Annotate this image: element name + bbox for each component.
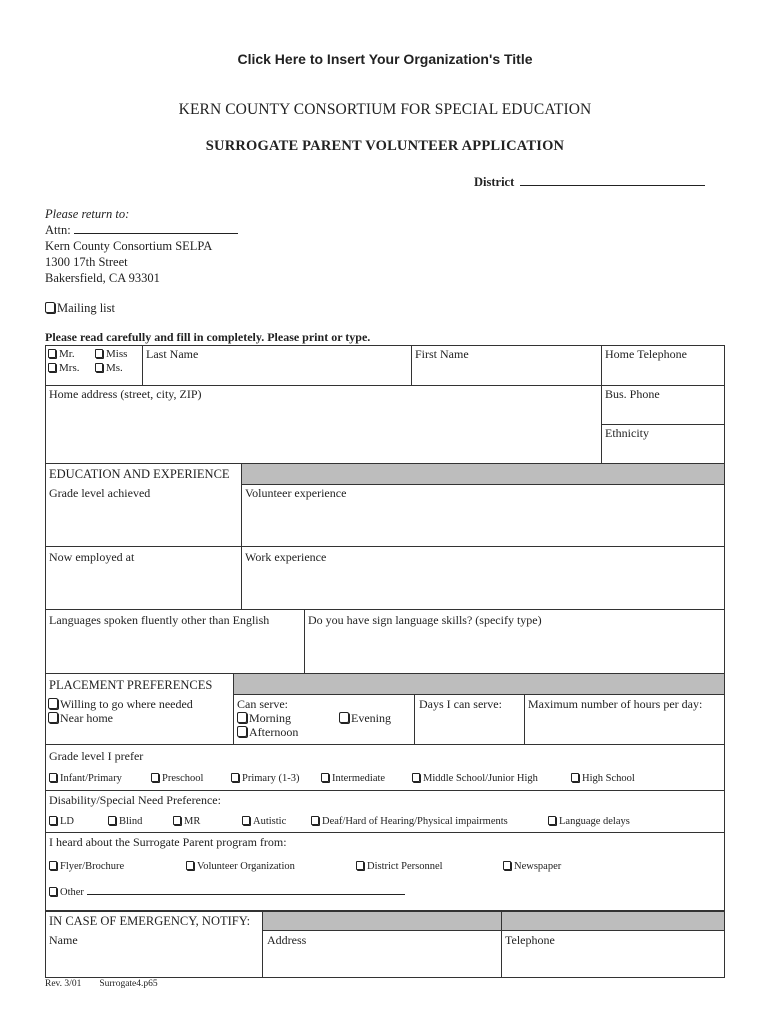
- max-hours-field[interactable]: Maximum number of hours per day:: [528, 697, 703, 711]
- organization-title[interactable]: Click Here to Insert Your Organization's Title: [237, 51, 533, 67]
- disability-option-autistic[interactable]: Autistic: [242, 816, 286, 827]
- form-title: SURROGATE PARENT VOLUNTEER APPLICATION: [205, 138, 565, 154]
- languages-field[interactable]: Languages spoken fluently other than English: [49, 613, 270, 627]
- heard-option-other[interactable]: Other: [49, 886, 405, 898]
- home-address-field[interactable]: Home address (street, city, ZIP): [49, 387, 202, 401]
- disability-option-ld[interactable]: LD: [49, 816, 74, 827]
- return-line-1: Kern County Consortium SELPA: [45, 239, 213, 253]
- willing-option[interactable]: Willing to go where needed: [48, 697, 193, 712]
- grade-level-field[interactable]: Grade level achieved: [49, 486, 151, 500]
- grade-option-high[interactable]: High School: [571, 773, 635, 784]
- mailing-list-option[interactable]: [45, 300, 115, 316]
- heard-label: I heard about the Surrogate Parent program from:: [49, 835, 287, 849]
- days-field[interactable]: Days I can serve:: [419, 697, 502, 711]
- work-experience-field[interactable]: Work experience: [245, 550, 327, 564]
- grade-option-preschool[interactable]: Preschool: [151, 773, 203, 784]
- attn-field[interactable]: [45, 222, 238, 238]
- return-line-3: Bakersfield, CA 93301: [45, 271, 160, 285]
- grade-option-primary[interactable]: Primary (1-3): [231, 773, 299, 784]
- now-employed-field[interactable]: Now employed at: [49, 550, 135, 564]
- title-miss[interactable]: Miss: [95, 348, 127, 360]
- attn-label: Attn:: [45, 223, 71, 237]
- volunteer-experience-field[interactable]: Volunteer experience: [245, 486, 347, 500]
- instructions: Please read carefully and fill in completely. Please print or type.: [45, 330, 371, 344]
- ethnicity-field[interactable]: Ethnicity: [605, 426, 649, 440]
- placement-heading: PLACEMENT PREFERENCES: [49, 678, 213, 692]
- district-field[interactable]: [474, 175, 705, 190]
- consortium-heading: KERN COUNTY CONSORTIUM FOR SPECIAL EDUCATION: [178, 101, 592, 118]
- sign-language-field[interactable]: Do you have sign language skills? (specify type): [308, 613, 542, 627]
- emergency-address-field[interactable]: Address: [267, 933, 307, 947]
- district-line[interactable]: [520, 176, 705, 186]
- disability-option-mr[interactable]: MR: [173, 816, 200, 827]
- district-label: District: [474, 175, 515, 189]
- attn-line[interactable]: [74, 223, 238, 234]
- mailing-list-label: Mailing list: [57, 301, 115, 315]
- afternoon-option[interactable]: Afternoon: [237, 725, 298, 740]
- other-line[interactable]: [87, 886, 405, 895]
- grade-option-infant[interactable]: Infant/Primary: [49, 773, 122, 784]
- grade-pref-label: Grade level I prefer: [49, 749, 144, 763]
- footer-file: Surrogate4.p65: [99, 979, 158, 989]
- disability-label: Disability/Special Need Preference:: [49, 793, 221, 807]
- mailing-list-checkbox[interactable]: [45, 302, 55, 313]
- title-mrs[interactable]: Mrs.: [48, 362, 79, 374]
- emergency-telephone-field[interactable]: Telephone: [505, 933, 555, 947]
- heard-option-flyer[interactable]: Flyer/Brochure: [49, 861, 124, 872]
- heard-option-newspaper[interactable]: Newspaper: [503, 861, 561, 872]
- grade-option-intermediate[interactable]: Intermediate: [321, 773, 385, 784]
- return-label: Please return to:: [45, 207, 130, 221]
- morning-option[interactable]: Morning: [237, 711, 291, 726]
- heard-option-district[interactable]: District Personnel: [356, 861, 443, 872]
- education-heading: EDUCATION AND EXPERIENCE: [49, 467, 230, 481]
- disability-option-language[interactable]: Language delays: [548, 816, 630, 827]
- title-ms[interactable]: Ms.: [95, 362, 123, 374]
- return-line-2: 1300 17th Street: [45, 255, 128, 269]
- title-mr[interactable]: Mr.: [48, 348, 75, 360]
- personal-info-table: [45, 345, 725, 464]
- footer-rev: Rev. 3/01: [45, 979, 82, 989]
- emergency-heading: IN CASE OF EMERGENCY, NOTIFY:: [49, 914, 251, 928]
- can-serve-label: Can serve:: [237, 697, 288, 711]
- disability-option-blind[interactable]: Blind: [108, 816, 142, 827]
- emergency-name-field[interactable]: Name: [49, 933, 78, 947]
- bus-phone-field[interactable]: Bus. Phone: [605, 387, 660, 401]
- disability-option-deaf[interactable]: Deaf/Hard of Hearing/Physical impairments: [311, 816, 508, 827]
- grade-option-middle[interactable]: Middle School/Junior High: [412, 773, 538, 784]
- home-telephone-field[interactable]: Home Telephone: [605, 347, 687, 361]
- first-name-field[interactable]: First Name: [415, 347, 469, 361]
- evening-option[interactable]: Evening: [339, 711, 391, 726]
- near-home-option[interactable]: Near home: [48, 711, 113, 726]
- footer: [45, 979, 158, 989]
- heard-option-volunteer-org[interactable]: Volunteer Organization: [186, 861, 295, 872]
- last-name-field[interactable]: Last Name: [146, 347, 199, 361]
